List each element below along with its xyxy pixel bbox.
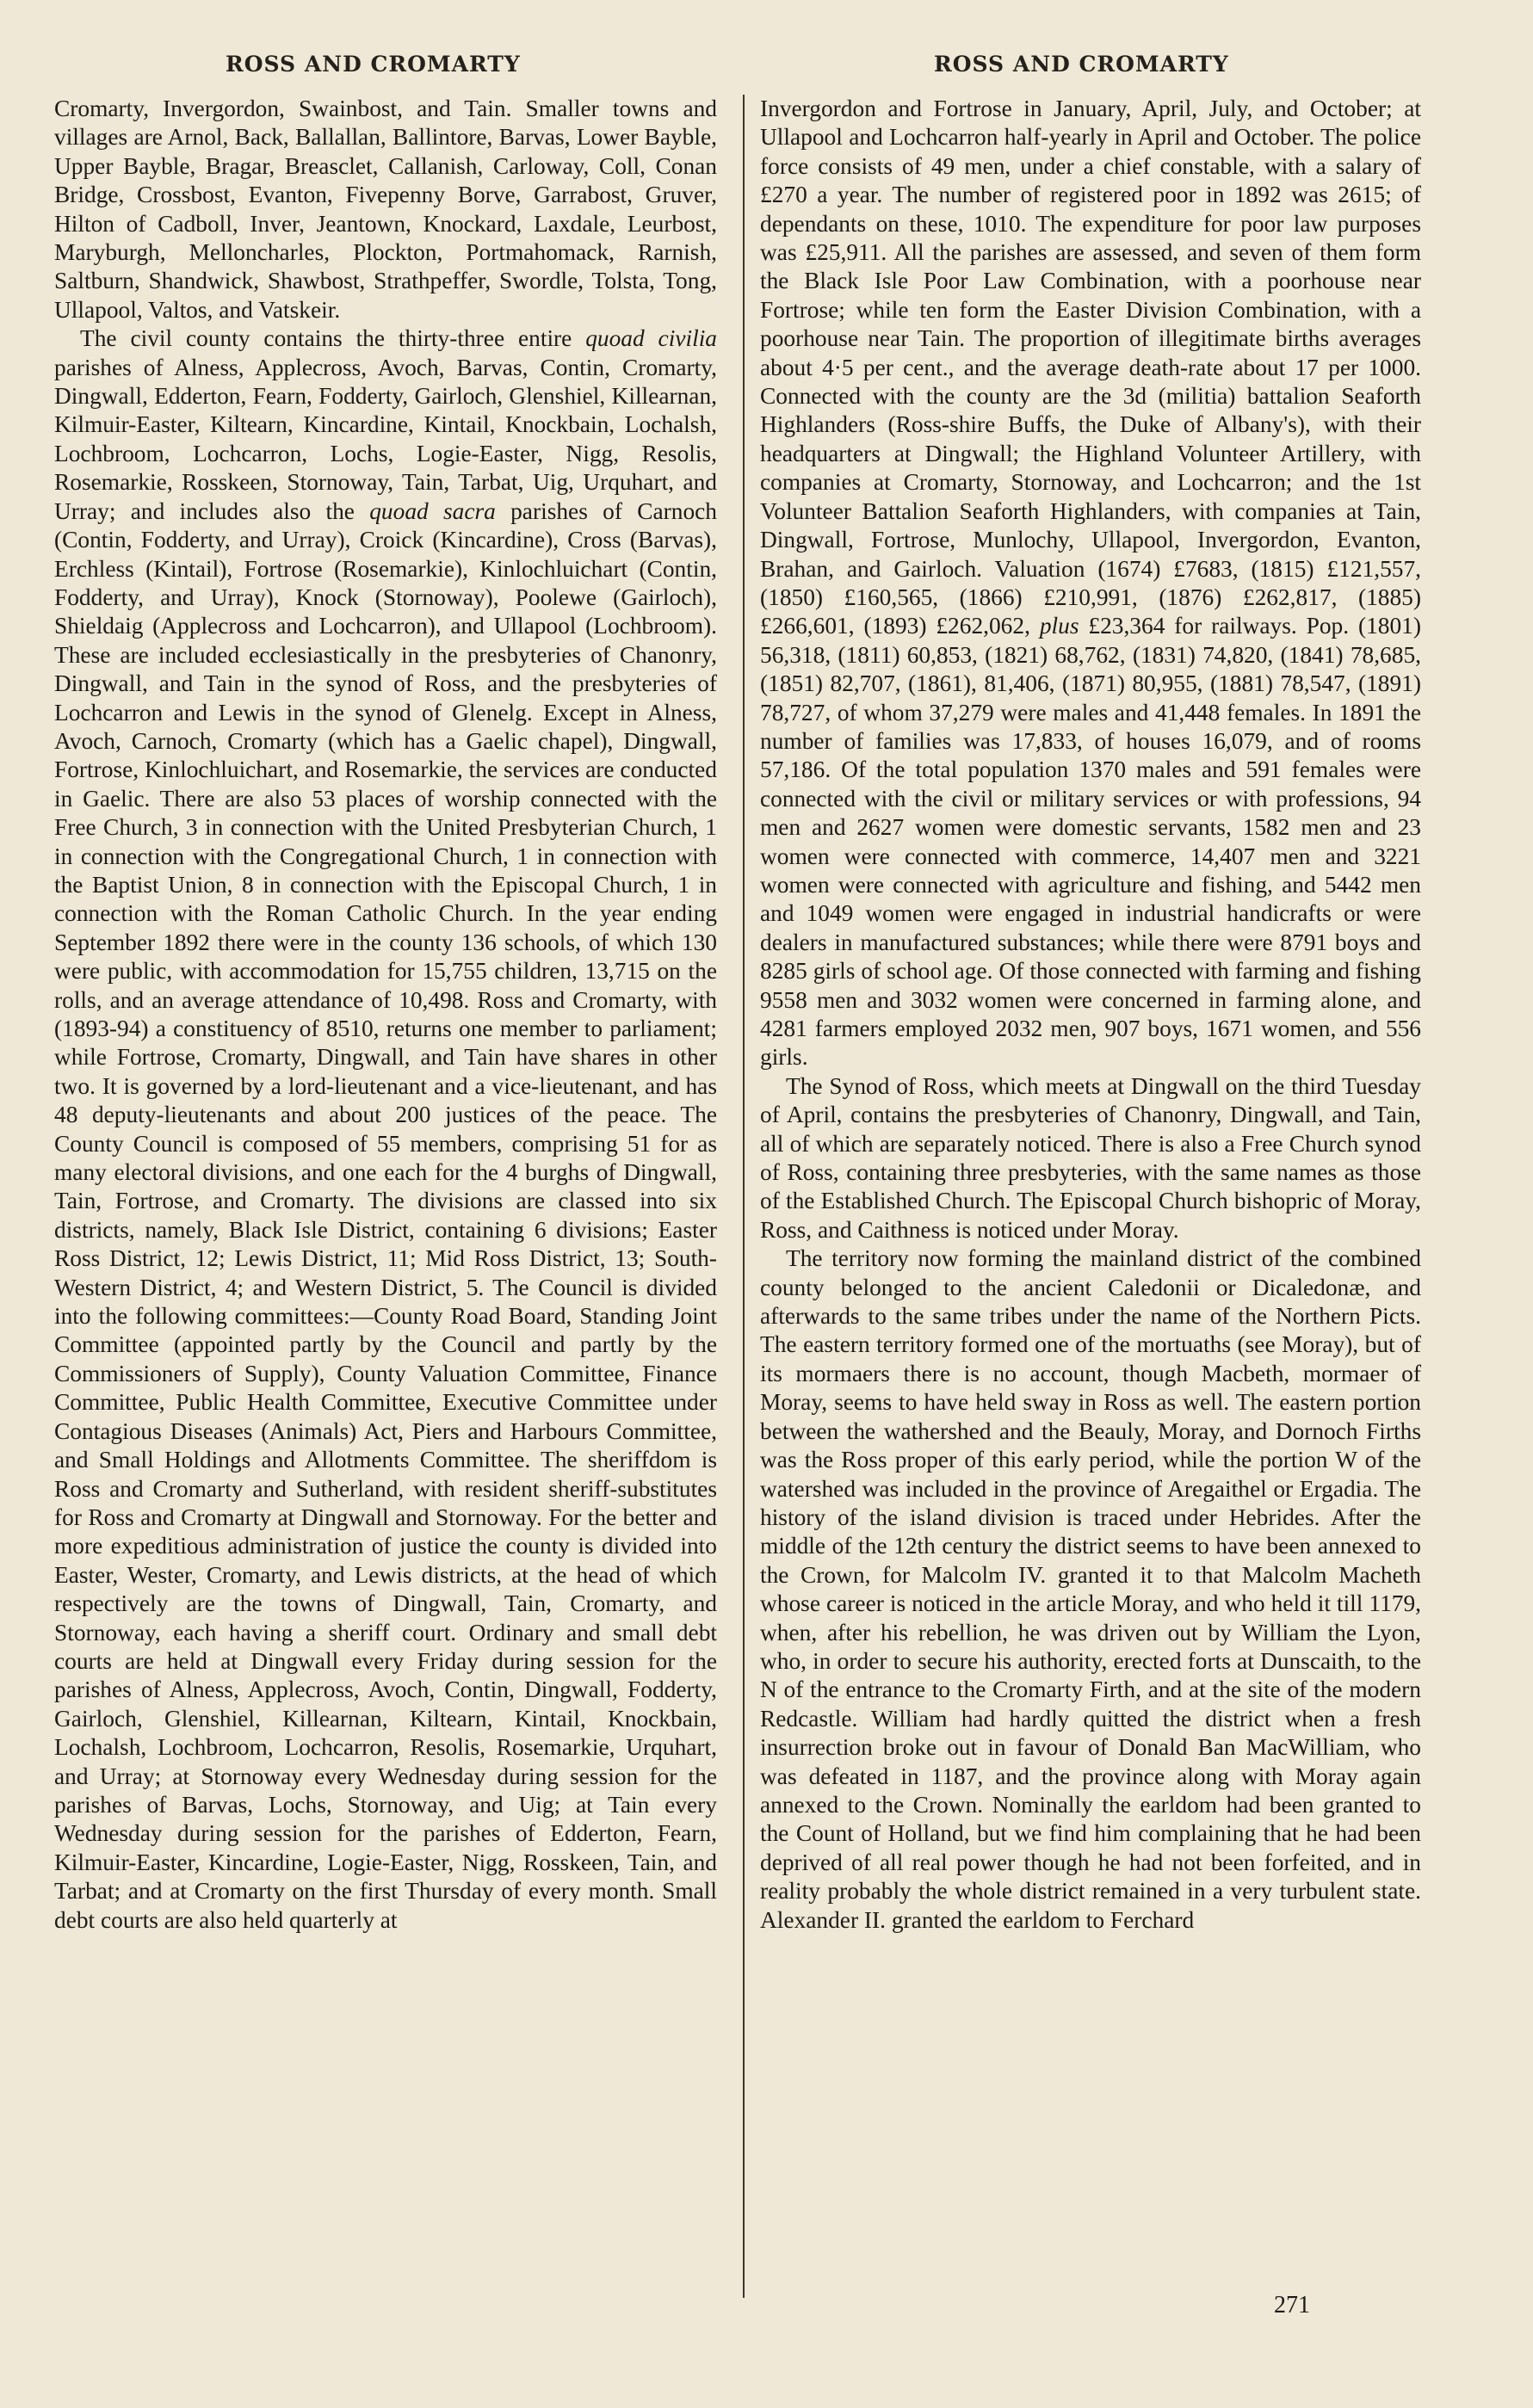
running-head-left: ROSS AND CROMARTY [226, 52, 521, 77]
right-paragraph-1 [760, 95, 1421, 1072]
right-paragraph-3: The territory now forming the mainland district of the combined county belonged to the ancient Caledonii or Dicaledonæ, and afterwards to the same tribes under the name of the Northern Picts. The eastern territory formed one of the mortuaths (see Moray), but of its mormaers there is no account, though Macbeth, mormaer of Moray, seems to have held sway in Ross as well. The eastern portion between the wathershed and the Beauly, Moray, and Dornoch Firths was the Ross proper of this early period, while the portion W of the watershed was included in the province of Aregaithel or Ergadia. The history of the island division is traced under Hebrides. After the middle of the 12th century the district seems to have been annexed to the Crown, for Malcolm IV. granted it to that Malcolm Macheth whose career is noticed in the article Moray, and who held it till 1179, when, after his rebellion, he was driven out by William the Lyon, who, in order to secure his authority, erected forts at Dunscaith, to the N of the entrance to the Cromarty Firth, and at the site of the modern Redcastle. William had hardly quitted the district when a fresh insurrection broke out in favour of Donald Ban MacWilliam, who was defeated in 1187, and the province along with Moray again annexed to the Crown. Nominally the earldom had been granted to the Count of Holland, but we find him complaining that he had been deprived of all real power though he had not been forfeited, and in reality probably the whole district remained in a very turbulent state. Alexander II. granted the earldom to Ferchard [760, 1245, 1421, 1933]
left-paragraph-2 [54, 324, 717, 1935]
italic-term: plus [1039, 613, 1079, 639]
text-run: £23,364 for railways. Pop. (1801) 56,318, (1811) 60,853, (1821) 68,762, (1831) 74,820, (1841) 78,685, (1851) 82,707, (1861), 81,406, (1871) 80,955, (1881) 78,547, (1891) 78,727, of whom 37,279 were males and 41,448 females. In 1891 the number of families was 17,833, of houses 16,079, and of rooms 57,186. Of the total population 1370 males and 591 females were connected with the civil or military services or with professions, 94 men and 2627 women were domestic servants, 1582 men and 23 women were connected with commerce, 14,407 men and 3221 women were connected with agriculture and fishing, and 5442 men and 1049 women were engaged in industrial handicrafts or were dealers in manufactured substances; while there were 8791 boys and 8285 girls of school age. Of those connected with farming and fishing 9558 men and 3032 women were concerned in farming alone, and 4281 farmers employed 2032 men, 907 boys, 1671 women, and 556 girls. [760, 613, 1421, 1071]
text-run: parishes of Carnoch (Contin, Fodderty, and Urray), Croick (Kincardine), Cross (Barvas), Erchless (Kintail), Fortrose (Rosemarkie), Kinlochluichart (Contin, Fodderty, and Urray), Knock (Stornoway), Poolewe (Gairloch), Shieldaig (Applecross and Lochcarron), and Ullapool (Lochbroom). These are included ecclesiastically in the presbyteries of Chanonry, Dingwall, and Tain in the synod of Ross, and the presbyteries of Lochcarron and Lewis in the synod of Glenelg. Except in Alness, Avoch, Carnoch, Cromarty (which has a Gaelic chapel), Dingwall, Fortrose, Kinlochluichart, and Rosemarkie, the services are conducted in Gaelic. There are also 53 places of worship connected with the Free Church, 3 in connection with the United Presbyterian Church, 1 in connection with the Congregational Church, 1 in connection with the Baptist Union, 8 in connection with the Episcopal Church, 1 in connection with the Roman Catholic Church. In the year ending September 1892 there were in the county 136 schools, of which 130 were public, with accommodation for 15,755 children, 13,715 on the rolls, and an average attendance of 10,498. Ross and Cromarty, with (1893-94) a constituency of 8510, returns one member to parliament; while Fortrose, Cromarty, Dingwall, and Tain have shares in other two. It is governed by a lord-lieutenant and a vice-lieutenant, and has 48 deputy-lieutenants and about 200 justices of the peace. The County Council is composed of 55 members, comprising 51 for as many electoral divisions, and one each for the 4 burghs of Dingwall, Tain, Fortrose, and Cromarty. The divisions are classed into six districts, namely, Black Isle District, containing 6 divisions; Easter Ross District, 12; Lewis District, 11; Mid Ross District, 13; South-Western District, 4; and Western District, 5. The Council is divided into the following committees:—County Road Board, Standing Joint Committee (appointed partly by the Council and partly by the Commissioners of Supply), County Valuation Committee, Finance Committee, Public Health Committee, Executive Committee under Contagious Diseases (Animals) Act, Piers and Harbours Committee, and Small Holdings and Allotments Committee. The sheriffdom is Ross and Cromarty and Sutherland, with resident sheriff-substitutes for Ross and Cromarty at Dingwall and Stornoway. For the better and more expeditious administration of justice the county is divided into Easter, Wester, Cromarty, and Lewis districts, at the head of which respectively are the towns of Dingwall, Tain, Cromarty, and Stornoway, each having a sheriff court. Ordinary and small debt courts are held at Dingwall every Friday during session for the parishes of Alness, Applecross, Avoch, Contin, Dingwall, Fodderty, Gairloch, Glenshiel, Killearnan, Kiltearn, Kintail, Knockbain, Lochalsh, Lochbroom, Lochcarron, Resolis, Rosemarkie, Urquhart, and Urray; at Stornoway every Wednesday during session for the parishes of Barvas, Lochs, Stornoway, and Uig; at Tain every Wednesday during session for the parishes of Edderton, Fearn, Kilmuir-Easter, Kincardine, Logie-Easter, Nigg, Rosskeen, Tain, and Tarbat; and at Cromarty on the first Thursday of every month. Small debt courts are also held quarterly at [54, 497, 717, 1933]
running-head-right: ROSS AND CROMARTY [934, 52, 1229, 77]
text-run: Invergordon and Fortrose in January, April, July, and October; at Ullapool and Lochcarron half-yearly in April and October. The police force consists of 49 men, under a chief constable, with a salary of £270 a year. The number of registered poor in 1892 was 2615; of dependants on these, 1010. The expenditure for poor law purposes was £25,911. All the parishes are assessed, and seven of them form the Black Isle Poor Law Combination, with a poorhouse near Fortrose; while ten form the Easter Division Combination, with a poorhouse near Tain. The proportion of illegitimate births averages about 4·5 per cent., and the average death-rate about 17 per 1000. Connected with the county are the 3d (militia) battalion Seaforth Highlanders (Ross-shire Buffs, the Duke of Albany's), with their headquarters at Dingwall; the Highland Volunteer Artillery, with companies at Cromarty, Stornoway, and Lochcarron; and the 1st Volunteer Battalion Seaforth Highlanders, with companies at Tain, Dingwall, Fortrose, Munlochy, Ullapool, Invergordon, Evanton, Brahan, and Gairloch. Valuation (1674) £7683, (1815) £121,557, (1850) £160,565, (1866) £210,991, (1876) £262,817, (1885) £266,601, (1893) £262,062, [760, 96, 1421, 639]
column-divider [743, 95, 745, 2298]
italic-term: quoad civilia [585, 325, 717, 352]
left-paragraph-1: Cromarty, Invergordon, Swainbost, and Tain. Smaller towns and villages are Arnol, Back, Ballallan, Ballintore, Barvas, Lower Bayble, Upper Bayble, Bragar, Breasclet, Callanish, Carloway, Coll, Conan Bridge, Crossbost, Evanton, Fivepenny Borve, Garrabost, Gruver, Hilton of Cadboll, Inver, Jeantown, Knockard, Laxdale, Leurbost, Maryburgh, Melloncharles, Plockton, Portmahomack, Rarnish, Saltburn, Shandwick, Shawbost, Strathpeffer, Swordle, Tolsta, Tong, Ullapool, Valtos, and Vatskeir. [54, 96, 717, 323]
italic-term: quoad sacra [369, 497, 496, 524]
right-column [760, 95, 1421, 1935]
text-run: The civil county contains the thirty-three entire [80, 325, 586, 352]
left-column [54, 95, 717, 1935]
text-run: parishes of Alness, Applecross, Avoch, Barvas, Contin, Cromarty, Dingwall, Edderton, Fearn, Fodderty, Gairloch, Glenshiel, Killearnan, Kilmuir-Easter, Kiltearn, Kincardine, Kintail, Knockbain, Lochalsh, Lochbroom, Lochcarron, Lochs, Logie-Easter, Nigg, Resolis, Rosemarkie, Rosskeen, Stornoway, Tain, Tarbat, Uig, Urquhart, and Urray; and includes also the [54, 354, 717, 524]
right-paragraph-2: The Synod of Ross, which meets at Dingwall on the third Tuesday of April, contains the presbyteries of Chanonry, Dingwall, and Tain, all of which are separately noticed. There is also a Free Church synod of Ross, containing three presbyteries, with the same names as those of the Established Church. The Episcopal Church bishopric of Moray, Ross, and Caithness is noticed under Moray. [760, 1072, 1421, 1243]
page-number: 271 [1274, 2292, 1310, 2318]
